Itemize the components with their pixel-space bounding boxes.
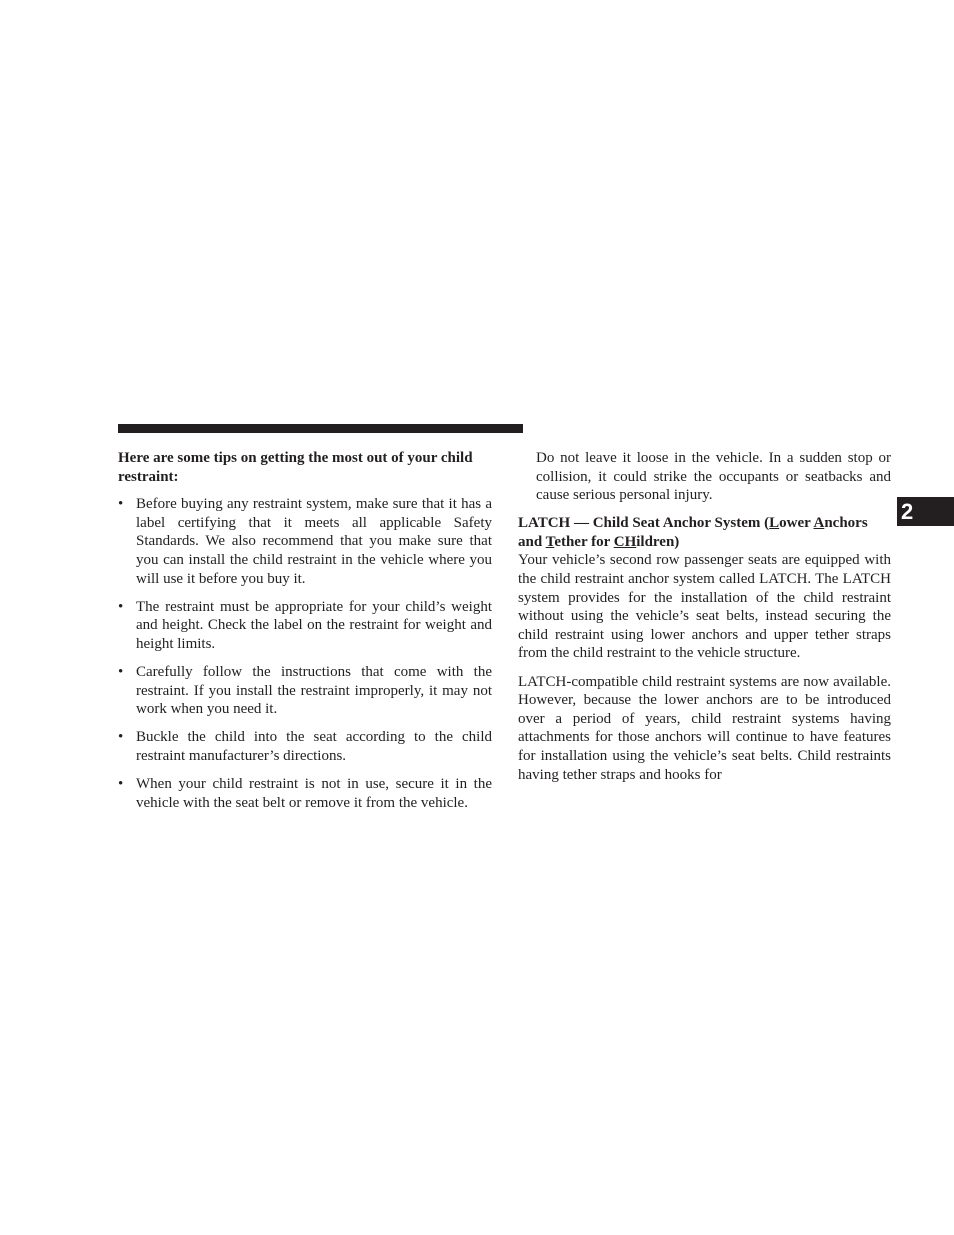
bullet-icon: •	[118, 598, 124, 615]
right-column	[518, 449, 891, 794]
list-item: • Before buying any restraint system, make sure that it has a label certifying that it meets all applicable Safety Standards. We also recommend that you make sure that you can install the child restraint in the vehicle where you will use it before you buy it.	[118, 496, 492, 587]
list-item: • The restraint must be appropriate for your child’s weight and height. Check the label on the restraint for weight and height limits.	[118, 598, 492, 652]
list-item: • Carefully follow the instructions that come with the restraint. If you install the restraint improperly, it may not work when you need it.	[118, 663, 492, 718]
latch-paragraph-2: LATCH-compatible child restraint systems are now available. However, because the lower anchors are to be introduced over a period of years, child restraint systems having attachments for those anchors will continue to have features for installation using the vehicle’s seat belts. Child restraints having tether straps and hooks for	[518, 673, 891, 783]
list-item: • Buckle the child into the seat according to the child restraint manufacturer’s directions.	[118, 729, 492, 764]
list-item: • When your child restraint is not in use, secure it in the vehicle with the seat belt or remove it from the vehicle.	[118, 775, 492, 811]
bullet-icon: •	[118, 775, 124, 792]
tips-heading: Here are some tips on getting the most out of your child restraint:	[118, 450, 473, 485]
continued-tip: Do not leave it loose in the vehicle. In a sudden stop or collision, it could strike the occupants or seatbacks and cause serious personal injury.	[536, 450, 891, 504]
bullet-icon: •	[118, 496, 124, 513]
section-number: 2	[901, 499, 914, 524]
section-rule	[118, 424, 523, 433]
latch-heading: LATCH — Child Seat Anchor System (Lower Anchors and Tether for CHildren)	[518, 515, 868, 550]
section-tab	[897, 497, 954, 526]
latch-paragraph-1: Your vehicle’s second row passenger seats are equipped with the child restraint anchor system called LATCH. The LATCH system provides for the installation of the child restraint without using the vehicle’s seat belts, instead securing the child restraint using lower anchors and upper tether straps from the child restraint to the vehicle structure.	[518, 552, 891, 662]
left-column	[118, 449, 492, 822]
tips-list	[118, 495, 492, 812]
bullet-icon: •	[118, 663, 124, 680]
bullet-icon: •	[118, 729, 124, 746]
